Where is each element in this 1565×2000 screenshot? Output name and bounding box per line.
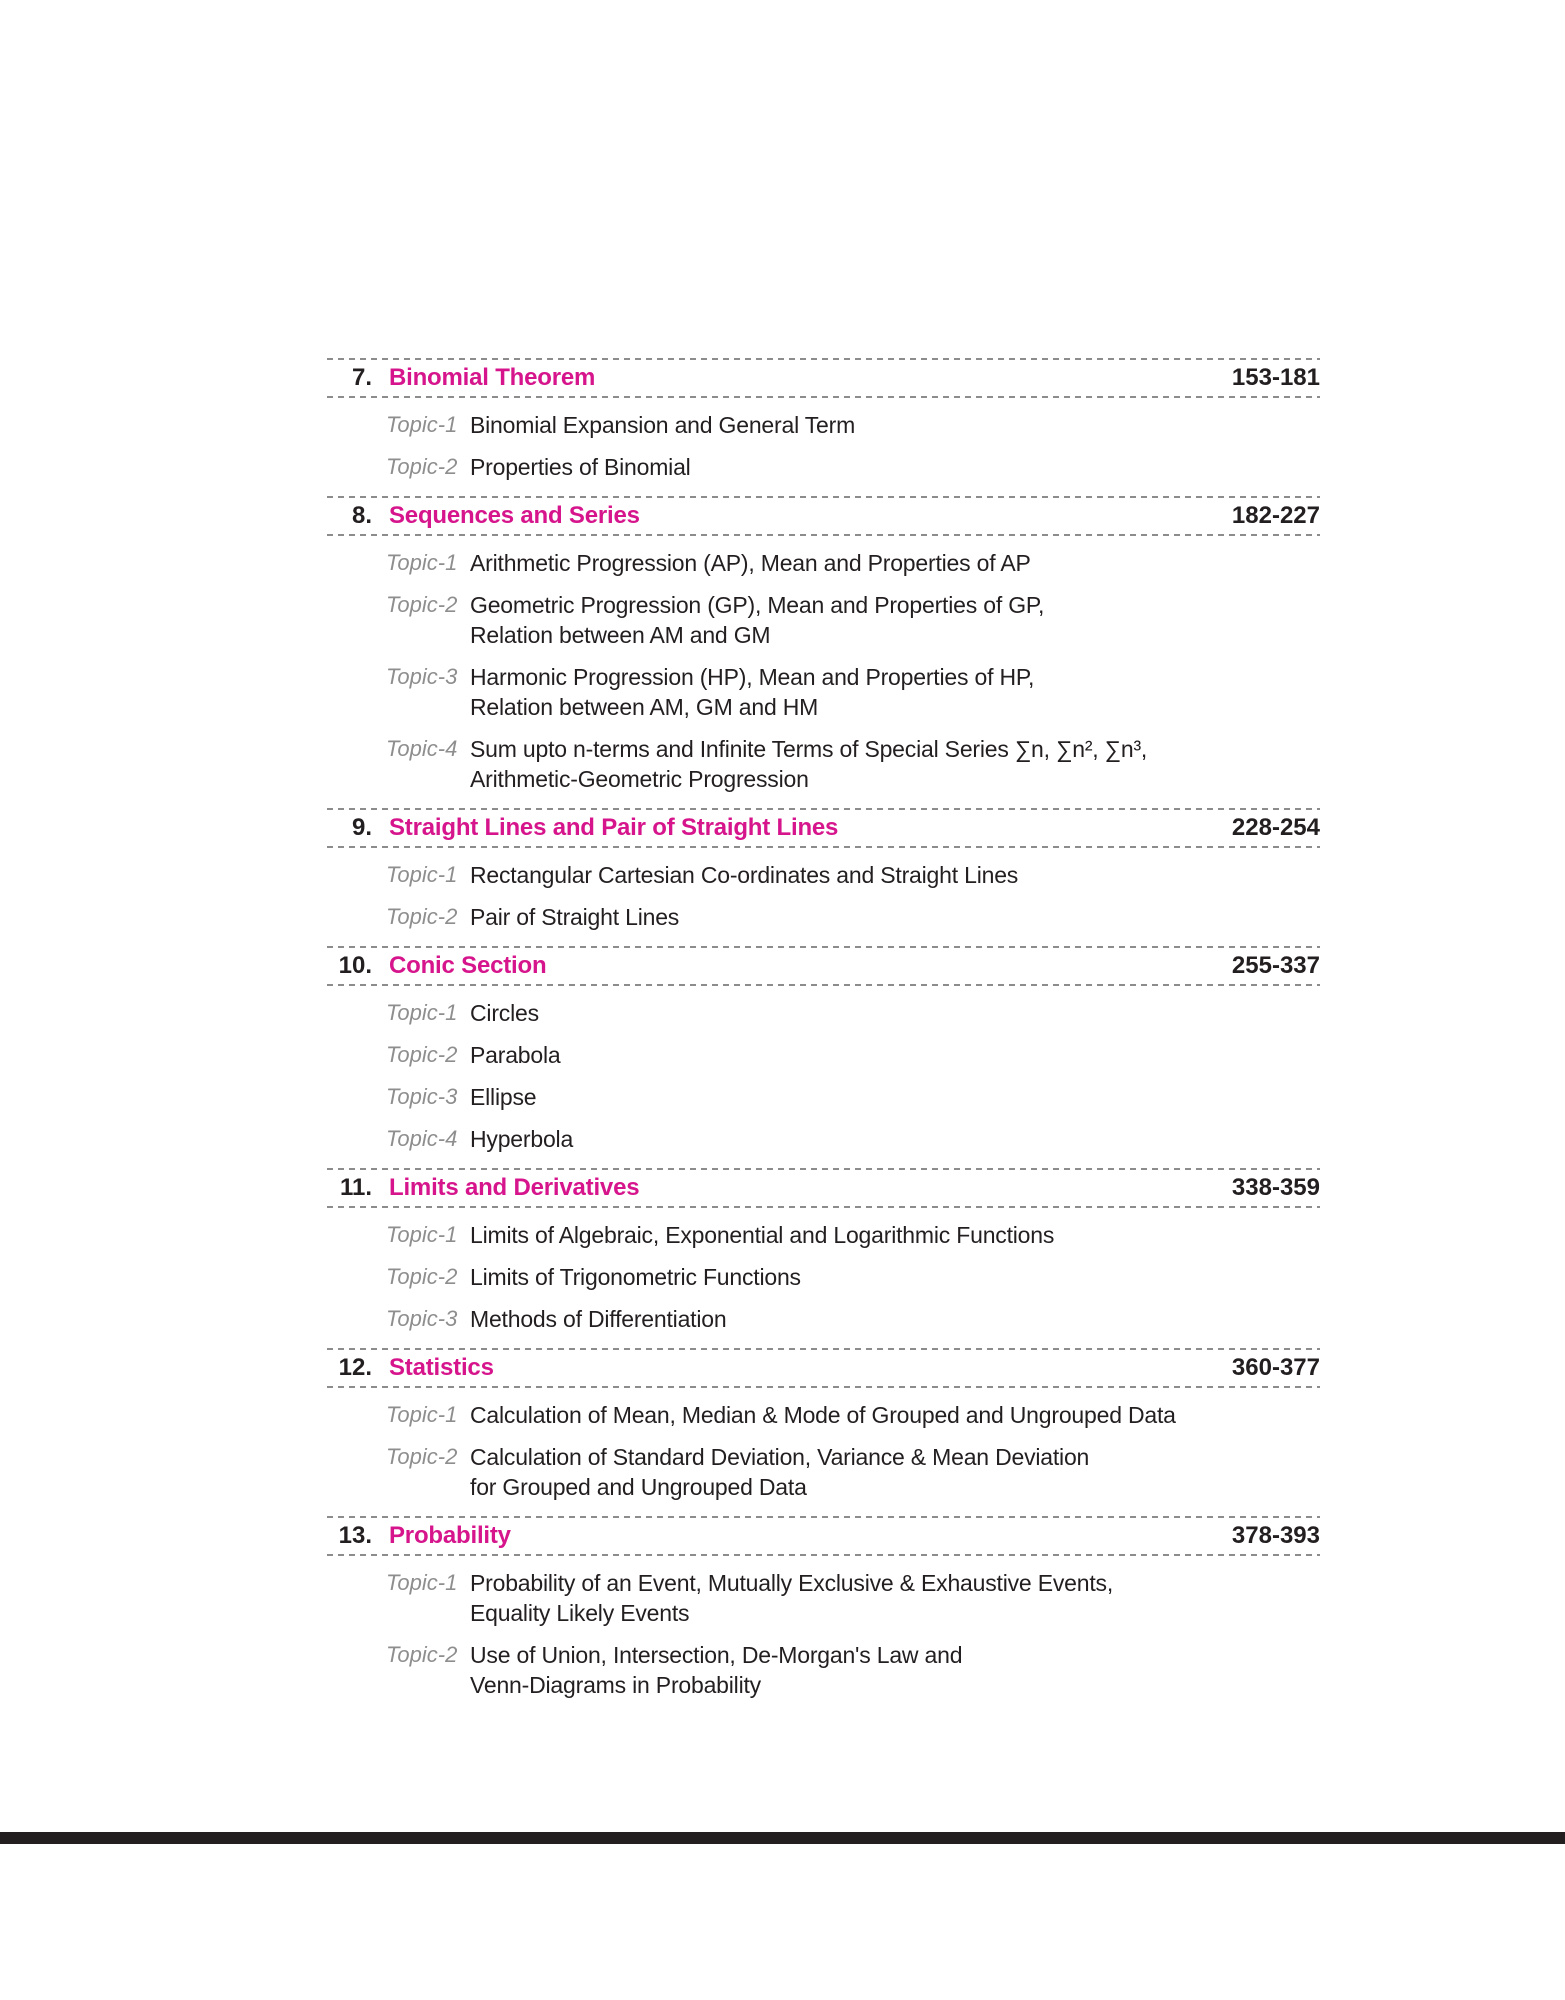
chapter-heading-row	[327, 810, 1320, 846]
topic-title	[470, 1304, 726, 1334]
topic-title-line: Rectangular Cartesian Co-ordinates and Straight Lines	[470, 862, 1019, 888]
topic-title-line: Venn-Diagrams in Probability	[470, 1672, 761, 1698]
chapter-title: Limits and Derivatives	[389, 1174, 640, 1201]
topic-row	[386, 998, 1320, 1028]
topic-row	[386, 1640, 1320, 1700]
chapter-topics	[386, 998, 1320, 1168]
topic-title-line: Binomial Expansion and General Term	[470, 412, 856, 438]
topic-row	[386, 410, 1320, 440]
topic-label: Topic-2	[386, 454, 458, 479]
topic-label: Topic-1	[386, 1000, 458, 1025]
topic-title	[470, 410, 855, 440]
chapter-topics	[386, 548, 1320, 808]
chapter-title: Binomial Theorem	[389, 364, 596, 391]
toc-chapter	[327, 358, 1320, 496]
toc-chapter	[327, 1348, 1320, 1516]
chapter-number: 12.	[338, 1354, 372, 1381]
topic-label: Topic-3	[386, 664, 458, 689]
chapter-title: Sequences and Series	[389, 502, 640, 529]
topic-title-line: Hyperbola	[470, 1126, 574, 1152]
topic-row	[386, 590, 1320, 650]
topic-label: Topic-1	[386, 550, 458, 575]
topic-title-line: Sum upto n-terms and Infinite Terms of Special Series ∑n, ∑n², ∑n³,	[470, 736, 1148, 762]
topic-title-line: Limits of Algebraic, Exponential and Logarithmic Functions	[470, 1222, 1055, 1248]
topic-title	[470, 734, 1147, 794]
dashed-divider-bottom	[327, 1386, 1320, 1388]
topic-row	[386, 1262, 1320, 1292]
topic-title	[470, 548, 1031, 578]
topic-title	[470, 860, 1018, 890]
topic-title-line: for Grouped and Ungrouped Data	[470, 1474, 807, 1500]
topic-title-line: Pair of Straight Lines	[470, 904, 680, 930]
topic-title-line: Relation between AM, GM and HM	[470, 694, 819, 720]
topic-row	[386, 860, 1320, 890]
topic-label: Topic-2	[386, 1444, 458, 1469]
toc-chapter	[327, 496, 1320, 808]
topic-title-line: Methods of Differentiation	[470, 1306, 727, 1332]
dashed-divider-bottom	[327, 1206, 1320, 1208]
topic-row	[386, 1568, 1320, 1628]
toc-chapter	[327, 1516, 1320, 1714]
topic-title	[470, 902, 679, 932]
topic-row	[386, 452, 1320, 482]
topic-title-line: Properties of Binomial	[470, 454, 691, 480]
topic-label: Topic-2	[386, 904, 458, 929]
topic-label: Topic-1	[386, 862, 458, 887]
topic-title-line: Use of Union, Intersection, De-Morgan's Law and	[470, 1642, 963, 1668]
topic-title	[470, 662, 1034, 722]
toc-chapter	[327, 946, 1320, 1168]
topic-row	[386, 1082, 1320, 1112]
chapter-heading-row	[327, 1170, 1320, 1206]
topic-row	[386, 1220, 1320, 1250]
topic-title	[470, 1082, 536, 1112]
topic-row	[386, 1040, 1320, 1070]
topic-label: Topic-2	[386, 592, 458, 617]
footer-rule	[0, 1832, 1565, 1844]
chapter-title: Probability	[389, 1522, 511, 1549]
dashed-divider-bottom	[327, 1554, 1320, 1556]
dashed-divider-bottom	[327, 396, 1320, 398]
topic-title-line: Harmonic Progression (HP), Mean and Properties of HP,	[470, 664, 1035, 690]
topic-title	[470, 1220, 1054, 1250]
chapter-heading-row	[327, 1518, 1320, 1554]
topic-title	[470, 1400, 1176, 1430]
dashed-divider-bottom	[327, 534, 1320, 536]
chapter-heading-row	[327, 948, 1320, 984]
chapter-page-range: 153-181	[1231, 364, 1320, 391]
chapter-number: 13.	[338, 1522, 372, 1549]
topic-label: Topic-2	[386, 1642, 458, 1667]
topic-row	[386, 548, 1320, 578]
dashed-divider-bottom	[327, 984, 1320, 986]
chapter-number: 10.	[338, 952, 372, 979]
topic-title	[470, 1442, 1089, 1502]
chapter-topics	[386, 1568, 1320, 1714]
topic-title-line: Parabola	[470, 1042, 561, 1068]
topic-label: Topic-4	[386, 736, 458, 761]
topic-row	[386, 902, 1320, 932]
chapter-heading-row	[327, 1350, 1320, 1386]
chapter-topics	[386, 1220, 1320, 1348]
chapter-number: 9.	[351, 814, 372, 841]
chapter-page-range: 338-359	[1231, 1174, 1320, 1201]
topic-title-line: Probability of an Event, Mutually Exclusive & Exhaustive Events,	[470, 1570, 1114, 1596]
chapter-title: Conic Section	[389, 952, 547, 979]
chapter-page-range: 360-377	[1231, 1354, 1320, 1381]
topic-title	[470, 452, 691, 482]
topic-title	[470, 998, 539, 1028]
chapter-number: 11.	[339, 1174, 372, 1201]
chapter-topics	[386, 1400, 1320, 1516]
topic-title	[470, 1262, 801, 1292]
topic-row	[386, 1304, 1320, 1334]
chapter-number: 8.	[351, 502, 372, 529]
chapter-topics	[386, 860, 1320, 946]
topic-label: Topic-3	[386, 1306, 458, 1331]
topic-label: Topic-3	[386, 1084, 458, 1109]
topic-title	[470, 1568, 1113, 1628]
chapter-topics	[386, 410, 1320, 496]
topic-title	[470, 1040, 560, 1070]
chapter-page-range: 228-254	[1231, 814, 1320, 841]
topic-title-line: Ellipse	[470, 1084, 537, 1110]
dashed-divider-bottom	[327, 846, 1320, 848]
topic-title	[470, 590, 1044, 650]
chapter-page-range: 182-227	[1231, 502, 1320, 529]
topic-row	[386, 662, 1320, 722]
topic-title-line: Geometric Progression (GP), Mean and Properties of GP,	[470, 592, 1045, 618]
topic-title-line: Equality Likely Events	[470, 1600, 690, 1626]
topic-title-line: Calculation of Standard Deviation, Variance & Mean Deviation	[470, 1444, 1090, 1470]
topic-label: Topic-4	[386, 1126, 458, 1151]
chapter-title: Statistics	[389, 1354, 494, 1381]
topic-label: Topic-2	[386, 1042, 458, 1067]
topic-row	[386, 734, 1320, 794]
topic-title-line: Arithmetic-Geometric Progression	[470, 766, 809, 792]
chapter-number: 7.	[351, 364, 372, 391]
topic-title-line: Circles	[470, 1000, 539, 1026]
topic-row	[386, 1124, 1320, 1154]
chapter-title: Straight Lines and Pair of Straight Lines	[389, 814, 839, 841]
topic-label: Topic-2	[386, 1264, 458, 1289]
toc-chapter	[327, 808, 1320, 946]
topic-label: Topic-1	[386, 412, 458, 437]
topic-title-line: Relation between AM and GM	[470, 622, 771, 648]
topic-title	[470, 1640, 962, 1700]
toc-chapter	[327, 1168, 1320, 1348]
chapter-heading-row	[327, 498, 1320, 534]
topic-row	[386, 1400, 1320, 1430]
topic-title-line: Limits of Trigonometric Functions	[470, 1264, 801, 1290]
chapter-page-range: 255-337	[1231, 952, 1320, 979]
topic-label: Topic-1	[386, 1402, 458, 1427]
table-of-contents	[327, 358, 1320, 1714]
topic-row	[386, 1442, 1320, 1502]
topic-label: Topic-1	[386, 1222, 458, 1247]
topic-label: Topic-1	[386, 1570, 458, 1595]
topic-title-line: Arithmetic Progression (AP), Mean and Properties of AP	[470, 550, 1031, 576]
chapter-heading-row	[327, 360, 1320, 396]
topic-title-line: Calculation of Mean, Median & Mode of Grouped and Ungrouped Data	[470, 1402, 1176, 1428]
chapter-page-range: 378-393	[1231, 1522, 1320, 1549]
topic-title	[470, 1124, 573, 1154]
